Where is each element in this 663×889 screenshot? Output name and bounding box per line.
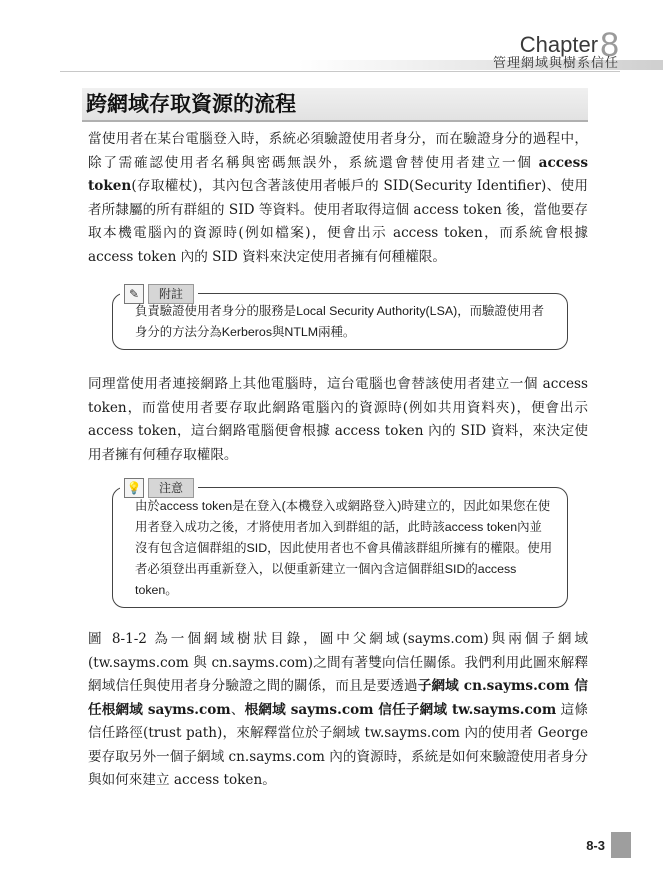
paragraph-network-access	[88, 373, 588, 467]
lightbulb-icon: 💡	[124, 478, 144, 498]
paragraph-text: 這條信任路徑(trust path)，來解釋當位於子網域 tw.sayms.com 內的使用者 George 要存取另外一個子網域 cn.sayms.com 內的資源時，系統是如何來驗證使用者身分與如何來建立 access token。	[88, 701, 589, 788]
note-text: 負責驗證使用者身分的服務是Local Security Authority(LSA)，而驗證使用者身分的方法分為Kerberos與NTLM兩種。	[135, 304, 544, 339]
warning-tab	[120, 478, 198, 498]
note-text: 由於access token是在登入(本機登入或網路登入)時建立的，因此如果您在使用者登入成功之後，才將使用者加入到群組的話，此時該access token內並沒有包含這個群組的SID，因此使用者也不會具備該群組所擁有的權限。使用者必須登出再重新登入，以便重新建立一個內含這個群組SID的access token。	[135, 499, 553, 597]
section-title: 跨網域存取資源的流程	[82, 88, 588, 122]
paragraph-access-token	[88, 128, 588, 269]
note-label: 附註	[148, 284, 194, 304]
paragraph-trust-path	[88, 628, 588, 793]
note-box-warning	[112, 487, 568, 608]
warning-label: 注意	[148, 478, 194, 498]
bold-term: 根網域 sayms.com 信任子網域 tw.sayms.com	[244, 701, 557, 718]
paragraph-text: 圖 8-1-2 為一個網域樹狀目錄，圖中父網域(sayms.com)與兩個子網域(tw.sayms.com 與 cn.sayms.com)之間有著雙向信任關係。我們利用此圖來解釋網域信任與使用者身分驗證之間的關係，而且是要透過	[88, 631, 588, 694]
page-number: 8-3	[586, 838, 605, 853]
bold-term: access token	[88, 154, 588, 194]
paragraph-text: 當使用者在某台電腦登入時，系統必須驗證使用者身分，而在驗證身分的過程中，除了需確認使用者名稱與密碼無誤外，系統還會替使用者建立一個	[88, 131, 588, 171]
chapter-label: Chapter	[519, 32, 599, 57]
page-tab-marker	[611, 832, 631, 858]
paragraph-text: 、	[230, 701, 245, 718]
paragraph-text: (存取權杖)，其內包含著該使用者帳戶的 SID(Security Identifier)、使用者所隸屬的所有群組的 SID 等資料。使用者取得這個 access token 後，當他要存取本機電腦內的資源時(例如檔案)，便會出示 access token，而系統會根據 access token 內的 SID 資料來決定使用者擁有何種權限。	[88, 178, 588, 265]
note-icon: ✎	[124, 284, 144, 304]
note-tab	[120, 284, 198, 304]
chapter-number: 8	[600, 26, 619, 64]
bold-term: 子網域 cn.sayms.com 信任根網域 sayms.com	[88, 678, 589, 718]
chapter-title: 管理網域與樹系信任	[492, 55, 619, 70]
paragraph-text: 同理當使用者連接網路上其他電腦時，這台電腦也會替該使用者建立一個 access token，而當使用者要存取此網路電腦內的資源時(例如共用資料夾)，便會出示 access token，這台網路電腦便會根據 access token 內的 SID 資料，來決定使用者擁有何種存取權限。	[88, 376, 588, 463]
header-rule	[60, 71, 620, 72]
